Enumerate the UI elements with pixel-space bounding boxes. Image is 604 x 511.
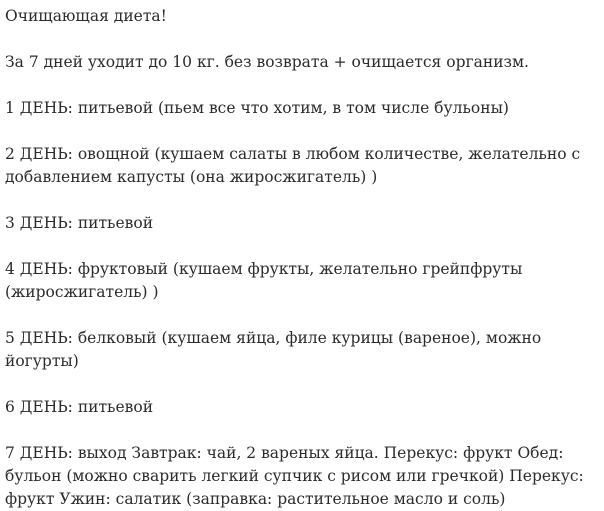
day-2-paragraph: 2 ДЕНЬ: овощной (кушаем салаты в любом количестве, желательно с добавлением капусты (она жиросжигатель) ) (5, 145, 581, 186)
day-6-paragraph: 6 ДЕНЬ: питьевой (5, 398, 154, 416)
day-5-paragraph: 5 ДЕНЬ: белковый (кушаем яйца, филе курицы (вареное), можно йогурты) (5, 329, 542, 370)
day-3-paragraph: 3 ДЕНЬ: питьевой (5, 214, 154, 232)
intro-paragraph: За 7 дней уходит до 10 кг. без возврата + очищается организм. (5, 53, 529, 71)
document-body (5, 5, 599, 511)
day-1-paragraph: 1 ДЕНЬ: питьевой (пьем все что хотим, в том числе бульоны) (5, 99, 509, 117)
document-title: Очищающая диета! (5, 7, 167, 25)
day-7-paragraph: 7 ДЕНЬ: выход Завтрак: чай, 2 вареных яйца. Перекус: фрукт Обед: бульон (можно сварить легкий супчик с рисом или гречкой) Перекус: фрукт Ужин: салатик (заправка: растительное масло и соль) (5, 444, 584, 508)
day-4-paragraph: 4 ДЕНЬ: фруктовый (кушаем фрукты, желательно грейпфруты (жиросжигатель) ) (5, 260, 523, 301)
